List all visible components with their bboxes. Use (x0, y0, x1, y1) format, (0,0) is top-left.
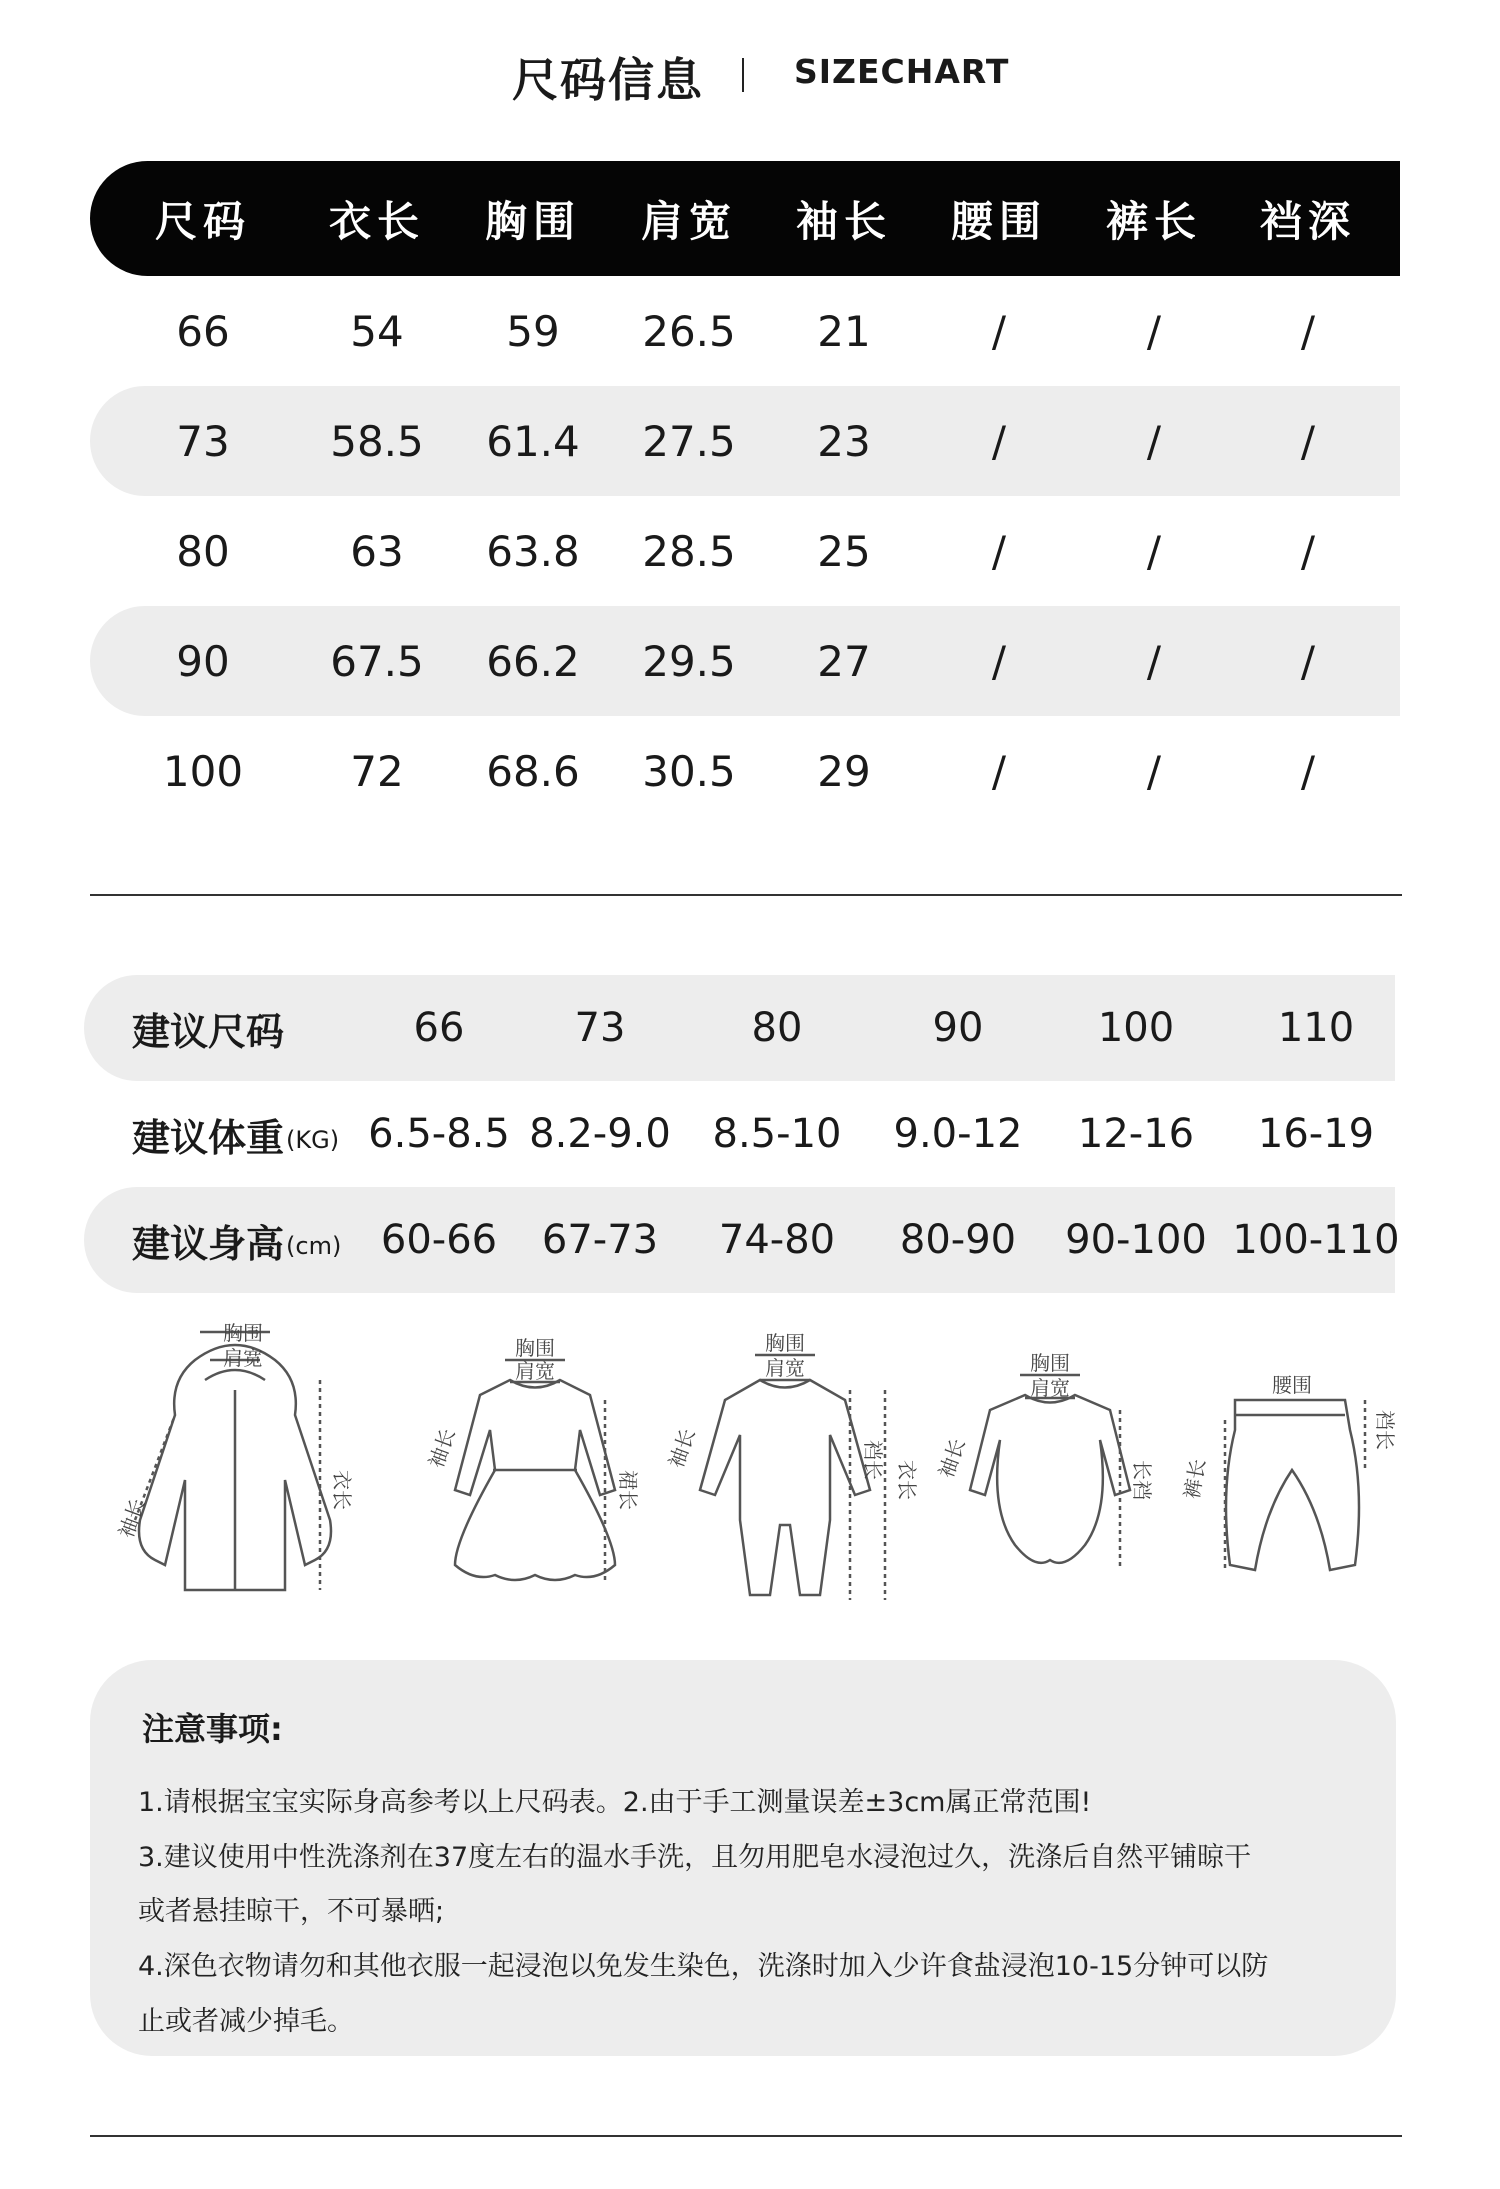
shoulder-label: 肩宽 (515, 1359, 555, 1383)
page-subtitle: SIZECHART (794, 52, 1010, 91)
column-header-pants: 裤长 (1105, 196, 1202, 246)
bottom-divider (90, 2135, 1402, 2137)
table-cell: / (991, 306, 1007, 356)
notes-line-4: 4.深色衣物请勿和其他衣服一起浸泡以免发生染色，洗涤时加入少许食盐浸泡10-15分钟可以防 (138, 1951, 1269, 1982)
recommendation-cell: 90 (932, 1005, 984, 1051)
recommendation-cell: 67-73 (541, 1217, 659, 1263)
shoulder-label: 肩宽 (223, 1346, 263, 1370)
length-label: 衣长 (330, 1470, 354, 1510)
table-cell: 66 (176, 306, 230, 356)
size-recommendation-table (84, 975, 1400, 1293)
table-cell: 68.6 (486, 746, 580, 796)
table-cell: 30.5 (642, 746, 736, 796)
table-row (90, 716, 1400, 826)
table-cell: 26.5 (642, 306, 736, 356)
size-table-header (90, 161, 1400, 276)
table-cell: 63 (350, 526, 404, 576)
sleeve-label: 袖长 (663, 1425, 700, 1472)
recommendation-label-text: 建议身高 (132, 1221, 285, 1266)
table-cell: 66.2 (486, 636, 580, 686)
recommendation-cell: 9.0-12 (893, 1111, 1023, 1157)
recommendation-cell: 80-90 (899, 1217, 1017, 1263)
table-cell: 61.4 (486, 416, 580, 466)
column-header-size: 尺码 (154, 196, 251, 246)
sleeve-label: 袖长 (113, 1495, 150, 1542)
column-header-length: 衣长 (328, 196, 425, 246)
table-cell: 54 (350, 306, 404, 356)
recommendation-label-text: 建议体重 (132, 1115, 285, 1160)
table-cell: / (1146, 416, 1162, 466)
recommendation-row (84, 975, 1395, 1081)
table-cell: 25 (817, 526, 871, 576)
chest-label: 胸围 (1030, 1351, 1070, 1375)
length-label: 衣长 (895, 1460, 919, 1500)
measurement-illustrations (113, 1320, 1397, 1620)
care-notes-box (90, 1660, 1396, 2056)
recommendation-cell: 80 (751, 1005, 803, 1051)
bodysuit-icon (925, 1320, 1165, 1620)
table-cell: / (991, 416, 1007, 466)
table-cell: 80 (176, 526, 230, 576)
table-row (90, 496, 1400, 606)
notes-line-5: 止或者减少掉毛。 (138, 2006, 354, 2037)
table-cell: / (1146, 636, 1162, 686)
pants-icon (1179, 1320, 1397, 1620)
page-title: 尺码信息 (512, 53, 704, 107)
table-cell: 58.5 (330, 416, 424, 466)
table-cell: 23 (817, 416, 871, 466)
recommendation-label (132, 975, 284, 1081)
table-cell: 27.5 (642, 416, 736, 466)
romper-icon (660, 1320, 919, 1620)
recommendation-cell: 73 (574, 1005, 626, 1051)
table-cell: / (1300, 746, 1316, 796)
table-cell: 59 (506, 306, 560, 356)
table-row (90, 276, 1400, 386)
table-cell: / (991, 636, 1007, 686)
recommendation-label-text: 建议尺码 (132, 1009, 285, 1054)
recommendation-label (132, 1081, 339, 1187)
table-cell: 73 (176, 416, 230, 466)
column-header-chest: 胸围 (484, 196, 581, 246)
recommendation-cell: 100-110 (1232, 1217, 1400, 1263)
table-cell: / (991, 746, 1007, 796)
table-cell: / (1300, 416, 1316, 466)
recommendation-cell: 110 (1277, 1005, 1355, 1051)
table-cell: / (1146, 746, 1162, 796)
table-cell: 72 (350, 746, 404, 796)
recommendation-row (84, 1187, 1400, 1293)
sleeve-label: 袖长 (933, 1435, 970, 1482)
jacket-icon (115, 1320, 355, 1620)
shoulder-label: 肩宽 (1030, 1376, 1070, 1400)
table-cell: / (1300, 636, 1316, 686)
shoulder-label: 肩宽 (765, 1356, 805, 1380)
recommendation-unit: (KG) (286, 1126, 340, 1154)
table-cell: / (1146, 306, 1162, 356)
table-cell: 100 (162, 746, 244, 796)
column-header-sleeve: 袖长 (795, 196, 892, 246)
recommendation-cell: 100 (1097, 1005, 1175, 1051)
size-chart-table (90, 161, 1400, 826)
recommendation-cell: 90-100 (1065, 1217, 1207, 1263)
table-cell: 29 (817, 746, 871, 796)
crotch-label: 裆长 (1373, 1410, 1397, 1450)
table-cell: / (991, 526, 1007, 576)
recommendation-cell: 8.2-9.0 (529, 1111, 671, 1157)
recommendation-cell: 60-66 (380, 1217, 498, 1263)
page-header (0, 40, 1500, 110)
table-cell: 21 (817, 306, 871, 356)
dress-icon (415, 1320, 655, 1620)
column-header-waist: 腰围 (950, 196, 1047, 246)
section-divider (90, 894, 1402, 896)
pants-label: 裤长 (1179, 1457, 1211, 1501)
recommendation-label (132, 1187, 341, 1293)
recommendation-cell: 6.5-8.5 (368, 1111, 510, 1157)
chest-label: 胸围 (765, 1331, 805, 1355)
table-cell: / (1300, 306, 1316, 356)
column-header-crotch: 裆深 (1259, 196, 1356, 246)
recommendation-cell: 8.5-10 (712, 1111, 842, 1157)
title-separator (742, 58, 744, 92)
notes-title: 注意事项: (142, 1710, 283, 1748)
table-cell: 90 (176, 636, 230, 686)
crotch-label: 裆长 (861, 1440, 885, 1480)
table-cell: 29.5 (642, 636, 736, 686)
column-header-shoulder: 肩宽 (640, 196, 737, 246)
notes-line-2: 3.建议使用中性洗涤剂在37度左右的温水手洗，且勿用肥皂水浸泡过久，洗涤后自然平铺晾干 (138, 1842, 1252, 1873)
length-label: 长裆 (1130, 1460, 1154, 1500)
recommendation-cell: 12-16 (1077, 1111, 1195, 1157)
waist-label: 腰围 (1272, 1373, 1312, 1397)
table-cell: 63.8 (486, 526, 580, 576)
table-cell: 28.5 (642, 526, 736, 576)
recommendation-unit: (cm) (286, 1232, 342, 1260)
recommendation-row (84, 1081, 1395, 1187)
recommendation-cell: 16-19 (1257, 1111, 1375, 1157)
length-label: 裙长 (616, 1470, 640, 1510)
recommendation-cell: 74-80 (718, 1217, 836, 1263)
sleeve-label: 袖长 (423, 1425, 460, 1472)
table-cell: / (1146, 526, 1162, 576)
table-cell: 27 (817, 636, 871, 686)
notes-line-3: 或者悬挂晾干，不可暴晒; (138, 1896, 445, 1927)
table-row (90, 606, 1400, 716)
chest-label: 胸围 (223, 1321, 263, 1345)
table-cell: 67.5 (330, 636, 424, 686)
table-cell: / (1300, 526, 1316, 576)
notes-line-1: 1.请根据宝宝实际身高参考以上尺码表。2.由于手工测量误差±3cm属正常范围! (138, 1787, 1092, 1818)
table-row (90, 386, 1400, 496)
recommendation-cell: 66 (413, 1005, 465, 1051)
chest-label: 胸围 (515, 1336, 555, 1360)
